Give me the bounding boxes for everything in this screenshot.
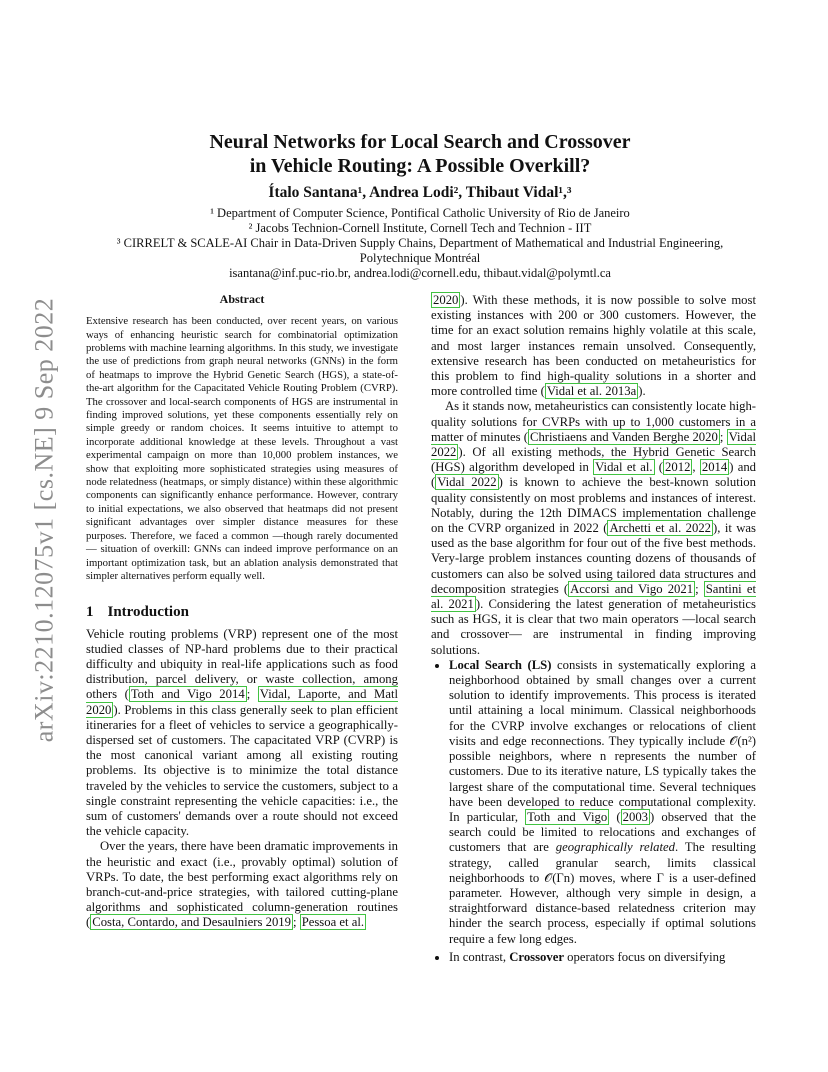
abstract-text: Extensive research has been conducted, over recent years, on various ways of enhancing heuristic search for combinatorial optimization problems with machine learning algorithms. In this study, we investigate the use of predictions from graph neural networks (GNNs) in the form of heatmaps to improve the Hybrid Genetic Search (HGS), a state-of-the-art algorithm for the Capacitated Vehicle Routing Problem (CVRP). The crossover and local-search components of HGS are instrumental in finding improved solutions, yet these components essentially rely on simple greedy or random choices. It seems intuitive to attempt to incorporate additional knowledge at these levels. Throughout a vast experimental campaign on more than 10,000 problem instances, we show that exploiting more sophisticated strategies using measures of node relatedness (heatmaps, or simply distance) within these algorithmic components can significantly enhance performance. However, contrary to initial expectations, we also observed that heatmaps did not present significant advantages over simpler distance measures for these purposes. Therefore, we faced a common —though rarely documented— situation of overkill: GNNs can indeed improve performance on an important optimization task, but an ablation analysis demonstrated that simpler alternatives perform equally well.	[86, 315, 398, 582]
citation-link[interactable]: Christiaens and Vanden Berghe 2020	[530, 429, 718, 444]
intro-paragraph-2: Over the years, there have been dramatic improvements in the heuristic and exact (i.e., provably optimal) solution of VRPs. To date, the best performing exact algorithms rely on branch-cut-and-price strategies, with tailored cutting-plane algorithms and sophisticated column-generation routines ( Costa, Contardo, and Desaulniers 2019 ; Pessoa et al.	[86, 839, 398, 930]
citation-link[interactable]: 2012	[665, 460, 691, 475]
text-run: ), it was used as the base algorithm for four out of the five best methods. Very-large problem instances counting dozens of thousands of customers can also be solved using tailored data structures and decomposition strategies (	[431, 521, 756, 596]
arxiv-id: arXiv:2210.12075v1 [cs.NE] 9 Sep 2022	[29, 297, 58, 743]
intro-paragraph-1: Vehicle routing problems (VRP) represent one of the most studied classes of NP-hard problems due to their practical difficulty and ubiquity in real-life applications such as food distribution, parcel delivery, or waste collection, among others ( Toth and Vigo 2014 ; Vidal, Laporte, and Matl 2020 ). Problems in this class generally seek to plan efficient itineraries for a fleet of vehicles to service a geographically-dispersed set of customers. The capacitated VRP (CVRP) is the most canonical variant among all existing routing problems. Its objective is to minimize the total distance traveled by the vehicles to service the customers, subject to a single constraint representing the vehicle capacities: i.e., the sum of customers' demands over a route should not exceed the vehicle capacity.	[86, 626, 399, 839]
text-run: ) is known to achieve the best-known solution quality consistently on most problems and instances of interest. Notably, during the 12th DIMACS implementation challenge on the CVRP organized in 2022 (	[431, 475, 756, 536]
title-line-1: Neural Networks for Local Search and Crossover	[209, 131, 631, 153]
text-run: ) and (	[431, 460, 757, 490]
citation-link[interactable]: Accorsi and Vigo 2021	[570, 581, 694, 596]
affiliations	[80, 206, 760, 281]
text-run: ) observed that the search could be limited to relocations and exchanges of customers that are	[449, 809, 757, 855]
text-run: operators focus on diversifying	[563, 949, 726, 964]
list-item-local-search: • Local Search (LS) consists in systematically exploring a neighborhood obtained by small changes over a current solution to identify improvements. This process is iterated until attaining a local minimum. Classical neighborhoods for the CVRP involve exchanges or relocations of client visits and edge reconnections. They typically include 𝒪(n²) possible neighbors, where n represents the number of customers. Due to its iterative nature, LS typically takes the largest share of the computational time. Several techniques have been developed to reduce computational complexity. In particular, Toth and Vigo ( 2003 ) observed that the search could be limited to relocations and exchanges of customers that are geographically related. The resulting strategy, called granular search, limits classical neighborhoods to 𝒪(Γn) moves, where Γ is a user-defined parameter. However, although very simple in design, a straightforward distance-based relatedness criterion may hinder the search process, especially if optimal solutions require a few long edges.	[449, 658, 756, 947]
author-emails: isantana@inf.puc-rio.br, andrea.lodi@cornell.edu, thibaut.vidal@polymtl.ca	[229, 266, 611, 280]
text-run: In contrast,	[449, 949, 510, 964]
text-run: consists in systematically exploring a neighborhood obtained by small changes over a current solution to identify improvements. This process is iterated until attaining a local minimum. Classical neighborhoods for the CVRP involve exchanges or relocations of client visits and edge reconnections. They typically include 𝒪(n²) possible neighbors, where n represents the number of customers. Due to its iterative nature, LS typically takes the largest share of the computational time. Several techniques have been developed to reduce computational complexity. In particular,	[449, 657, 757, 824]
citation-link[interactable]: Vidal, Laporte, and Matl 2020	[86, 687, 399, 717]
title-line-2: in Vehicle Routing: A Possible Overkill?	[249, 155, 591, 177]
citation-link[interactable]: 2020	[433, 293, 459, 307]
text-run: ). Problems in this class generally seek to plan efficient itineraries for a fleet of vehicles to service a geographically-dispersed set of customers. The capacitated VRP (CVRP) is the most canonical variant among all existing routing problems. Its objective is to minimize the total distance traveled by the vehicles to service the customers, subject to a single constraint representing the vehicle capacities: i.e., the sum of customers' demands over a route should not exceed the vehicle capacity.	[86, 702, 398, 839]
left-column	[86, 292, 398, 931]
text-run: As it stands now, metaheuristics can consistently locate high-quality solutions for CVRPs with up to 1,000 customers in a matter of minutes (	[431, 399, 757, 444]
citation-link[interactable]: Pessoa et al.	[301, 915, 365, 930]
affiliation-3-cont: Polytechnique Montréal	[359, 251, 481, 265]
right-column	[431, 293, 756, 968]
paper-title	[80, 130, 760, 178]
citation-link[interactable]: Archetti et al. 2022	[609, 521, 712, 536]
citation-link[interactable]: Toth and Vigo	[527, 809, 608, 824]
term-bold: Local Search (LS)	[449, 657, 552, 672]
text-run: Over the years, there have been dramatic improvements in the heuristic and exact (i.e., provably optimal) solution of VRPs. To date, the best performing exact algorithms rely on branch-cut-and-price strategies, with tailored cutting-plane algorithms and sophisticated column-generation routines (	[86, 839, 398, 930]
abstract-heading: Abstract	[219, 292, 265, 306]
citation-link[interactable]: 2003	[622, 809, 648, 824]
text-run: . The resulting strategy, called granular search, limits classical neighborhoods to 𝒪(Γn) moves, where Γ is a user-defined parameter. However, although very simple in design, a straightforward distance-based relatedness criterion may hinder the search process, especially if optimal solutions require a few long edges.	[449, 840, 756, 946]
term-bold: Crossover	[509, 949, 564, 964]
citation-link[interactable]: 2014	[701, 460, 728, 475]
text-run: ). Of all existing methods, the Hybrid Genetic Search (HGS) algorithm developed in	[431, 445, 756, 475]
operator-list	[431, 658, 756, 965]
author-list: Ítalo Santana¹, Andrea Lodi², Thibaut Vidal¹,³	[268, 184, 572, 201]
emphasis: geographically related	[555, 840, 676, 855]
text-run: ). Considering the latest generation of metaheuristics such as HGS, it is clear that two main operators —local search and crossover— are instrumental in finding improving solutions.	[431, 597, 756, 657]
arxiv-sidebar-stamp	[22, 290, 66, 750]
section-title: Introduction	[107, 604, 189, 621]
citation-link[interactable]: Costa, Contardo, and Desaulniers 2019	[92, 915, 291, 930]
text-run: ). With these methods, it is now possible to solve most existing instances with 200 or 300 customers. However, the time for an exact solution remains highly volatile at this scale, and most larger instances remain unsolved. Consequently, extensive research has been conducted on metaheuristics for this problem to find high-quality solutions in a shorter and more controlled time (	[431, 293, 756, 399]
intro-paragraph-2-cont: 2020 ). With these methods, it is now possible to solve most existing instances with 200 or 300 customers. However, the time for an exact solution remains highly volatile at this scale, and most larger instances remain unsolved. Consequently, extensive research has been conducted on metaheuristics for this problem to find high-quality solutions in a shorter and more controlled time ( Vidal et al. 2013a ).	[431, 293, 756, 399]
section-number: 1	[86, 604, 94, 621]
citation-link[interactable]: Toth and Vigo 2014	[130, 687, 245, 702]
section-heading-introduction	[86, 605, 398, 620]
citation-link[interactable]: Santini et al. 2021	[431, 581, 756, 612]
citation-link[interactable]: Vidal et al. 2013a	[546, 384, 637, 399]
intro-paragraph-3: As it stands now, metaheuristics can consistently locate high-quality solutions for CVRPs with up to 1,000 customers in a matter of minutes ( Christiaens and Vanden Berghe 2020 ; Vidal 2022 ). Of all existing methods, the Hybrid Genetic Search (HGS) algorithm developed in Vidal et al. ( 2012 , 2014 ) and ( Vidal 2022 ) is known to achieve the best-known solution quality consistently on most problems and instances of interest. Notably, during the 12th DIMACS implementation challenge on the CVRP organized in 2022 ( Archetti et al. 2022 ), it was used as the base algorithm for four out of the five best methods. Very-large problem instances counting dozens of thousands of customers can also be solved using tailored data structures and decomposition strategies ( Accorsi and Vigo 2021 ; Santini et al. 2021 ). Considering the latest generation of metaheuristics such as HGS, it is clear that two main operators —local search and crossover— are instrumental in finding improving solutions.	[431, 399, 757, 657]
affiliation-1: ¹ Department of Computer Science, Pontifical Catholic University of Rio de Janeiro	[210, 206, 630, 220]
list-item-crossover	[449, 950, 756, 965]
affiliation-3: ³ CIRRELT & SCALE-AI Chair in Data-Driven Supply Chains, Department of Mathematical and Industrial Engineering,	[116, 236, 724, 250]
citation-link[interactable]: Vidal et al.	[595, 460, 653, 475]
citation-link[interactable]: Vidal 2022	[431, 429, 756, 460]
citation-link[interactable]: Vidal 2022	[437, 475, 497, 490]
text-run: Vehicle routing problems (VRP) represent one of the most studied classes of NP-hard problems due to their practical difficulty and ubiquity in real-life applications such as food distribution, parcel delivery, or waste collection, among others (	[86, 626, 398, 702]
affiliation-2: ² Jacobs Technion-Cornell Institute, Cornell Tech and Technion - IIT	[248, 221, 592, 235]
